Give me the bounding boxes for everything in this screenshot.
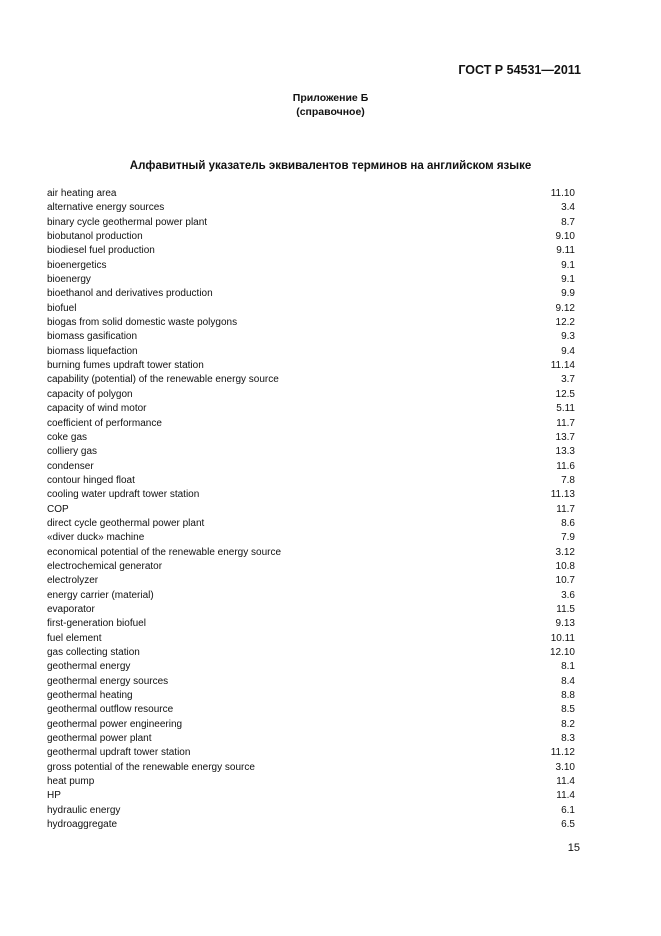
index-term: coke gas <box>47 431 88 443</box>
index-term: biomass gasification <box>47 331 138 343</box>
index-term: economical potential of the renewable energy source <box>47 546 282 558</box>
index-reference: 8.5 <box>561 704 575 716</box>
index-term: COP <box>47 503 69 515</box>
index-entry <box>47 488 577 502</box>
index-term: hydraulic energy <box>47 804 121 816</box>
index-term: air heating area <box>47 188 117 199</box>
index-entry <box>47 675 577 689</box>
index-reference: 3.4 <box>561 202 575 214</box>
index-entry <box>47 201 577 215</box>
index-term: biofuel <box>47 302 77 314</box>
index-entry <box>47 359 577 373</box>
index-reference: 13.7 <box>555 431 575 443</box>
index-entry <box>47 660 577 674</box>
index-entry <box>47 689 577 703</box>
index-entry <box>47 818 577 832</box>
index-term: biomass liquefaction <box>47 345 138 357</box>
index-entry <box>47 474 577 488</box>
index-entry <box>47 703 577 717</box>
index-term: burning fumes updraft tower station <box>47 360 204 372</box>
index-term: biogas from solid domestic waste polygons <box>47 317 238 329</box>
standard-code: ГОСТ Р 54531—2011 <box>458 63 581 77</box>
index-reference: 3.12 <box>555 546 575 558</box>
index-term: fuel element <box>47 632 102 644</box>
index-term: biobutanol production <box>47 231 143 243</box>
index-entry <box>47 546 577 560</box>
index-reference: 8.4 <box>561 675 575 687</box>
index-entry <box>47 517 577 531</box>
index-reference: 3.6 <box>561 589 575 601</box>
index-entry <box>47 617 577 631</box>
index-term: geothermal heating <box>47 690 133 702</box>
index-reference: 12.2 <box>555 317 575 329</box>
index-entry <box>47 273 577 287</box>
index-entry <box>47 531 577 545</box>
index-term: cooling water updraft tower station <box>47 489 200 501</box>
index-term: heat pump <box>47 776 95 788</box>
index-reference: 9.1 <box>561 274 575 286</box>
index-reference: 8.3 <box>561 733 575 745</box>
index-reference: 5.11 <box>556 403 575 415</box>
index-reference: 12.10 <box>549 647 575 658</box>
index-term: HP <box>47 790 61 802</box>
index-entry <box>47 431 577 445</box>
index-entry <box>47 761 577 775</box>
index-reference: 11.13 <box>550 489 575 501</box>
index-term: coefficient of performance <box>47 417 162 429</box>
index-reference: 11.4 <box>556 790 575 802</box>
index-reference: 6.1 <box>561 804 575 816</box>
index-term: electrochemical generator <box>47 560 163 572</box>
index-term: gross potential of the renewable energy source <box>47 761 255 773</box>
index-entry <box>47 287 577 301</box>
index-entry <box>47 503 577 517</box>
index-reference: 11.4 <box>556 776 575 788</box>
index-term: «diver duck» machine <box>47 532 145 544</box>
index-entry <box>47 330 577 344</box>
index-entry <box>47 732 577 746</box>
index-reference: 11.10 <box>550 188 575 199</box>
index-reference: 9.1 <box>561 259 575 271</box>
index-entry <box>47 589 577 603</box>
index-entry <box>47 345 577 359</box>
index-reference: 11.7 <box>556 503 575 515</box>
index-reference: 9.13 <box>555 618 575 630</box>
index-entry <box>47 373 577 387</box>
index-reference: 6.5 <box>561 819 575 831</box>
index-reference: 9.10 <box>555 231 575 243</box>
index-term: geothermal updraft tower station <box>47 747 191 759</box>
term-index <box>47 187 577 832</box>
index-entry <box>47 388 577 402</box>
index-reference: 11.12 <box>550 747 575 759</box>
annex-heading <box>0 91 661 119</box>
index-reference: 13.3 <box>555 446 575 458</box>
index-term: condenser <box>47 460 94 472</box>
index-reference: 3.7 <box>561 374 575 386</box>
index-term: gas collecting station <box>47 647 140 658</box>
index-term: first-generation biofuel <box>47 618 146 630</box>
index-entry <box>47 718 577 732</box>
index-reference: 8.7 <box>561 216 575 228</box>
index-reference: 9.12 <box>555 302 575 314</box>
index-reference: 12.5 <box>555 388 575 400</box>
index-reference: 3.10 <box>555 761 575 773</box>
index-reference: 11.14 <box>550 360 575 372</box>
index-entry <box>47 775 577 789</box>
index-entry <box>47 417 577 431</box>
index-entry <box>47 460 577 474</box>
index-term: geothermal outflow resource <box>47 704 174 716</box>
index-term: electrolyzer <box>47 575 99 587</box>
index-term: binary cycle geothermal power plant <box>47 216 208 228</box>
index-entry <box>47 603 577 617</box>
index-term: geothermal power engineering <box>47 718 183 730</box>
index-reference: 10.8 <box>555 560 575 572</box>
index-term: bioethanol and derivatives production <box>47 288 213 300</box>
index-entry <box>47 646 577 660</box>
index-reference: 8.2 <box>561 718 575 730</box>
index-title: Алфавитный указатель эквивалентов терминов на английском языке <box>129 160 532 172</box>
index-reference: 8.8 <box>561 690 575 702</box>
index-term: bioenergetics <box>47 259 107 271</box>
index-entry <box>47 302 577 316</box>
index-reference: 11.5 <box>556 603 575 615</box>
index-entry <box>47 259 577 273</box>
index-term: biodiesel fuel production <box>47 245 155 257</box>
index-entry <box>47 804 577 818</box>
index-term: contour hinged float <box>47 474 135 486</box>
index-entry <box>47 746 577 760</box>
index-term: capability (potential) of the renewable energy source <box>47 374 279 386</box>
index-term: energy carrier (material) <box>47 589 154 601</box>
index-reference: 11.6 <box>556 460 575 472</box>
index-term: direct cycle geothermal power plant <box>47 517 205 529</box>
index-reference: 10.7 <box>555 575 575 587</box>
index-term: capacity of wind motor <box>47 403 147 415</box>
index-term: bioenergy <box>47 274 91 286</box>
page-number: 15 <box>567 842 580 854</box>
index-entry <box>47 560 577 574</box>
index-term: geothermal energy sources <box>47 675 169 687</box>
index-term: alternative energy sources <box>47 202 165 214</box>
index-entry <box>47 187 577 201</box>
index-entry <box>47 230 577 244</box>
index-term: geothermal energy <box>47 661 131 673</box>
index-reference: 8.6 <box>561 517 575 529</box>
index-entry <box>47 574 577 588</box>
index-reference: 9.4 <box>561 345 575 357</box>
index-reference: 10.11 <box>550 632 575 644</box>
index-entry <box>47 445 577 459</box>
index-reference: 7.8 <box>561 474 575 486</box>
index-term: hydroaggregate <box>47 819 118 831</box>
index-term: colliery gas <box>47 446 98 458</box>
index-entry <box>47 789 577 803</box>
index-reference: 7.9 <box>561 532 575 544</box>
index-term: capacity of polygon <box>47 388 133 400</box>
index-term: evaporator <box>47 603 95 615</box>
index-term: geothermal power plant <box>47 733 152 745</box>
annex-note: (справочное) <box>296 106 365 118</box>
index-entry <box>47 402 577 416</box>
index-reference: 9.9 <box>561 288 575 300</box>
index-reference: 9.11 <box>556 245 575 257</box>
index-reference: 8.1 <box>561 661 575 673</box>
index-entry <box>47 632 577 646</box>
index-entry <box>47 244 577 258</box>
annex-label: Приложение Б <box>292 92 369 104</box>
index-entry <box>47 216 577 230</box>
index-reference: 9.3 <box>561 331 575 343</box>
index-reference: 11.7 <box>556 417 575 429</box>
index-entry <box>47 316 577 330</box>
